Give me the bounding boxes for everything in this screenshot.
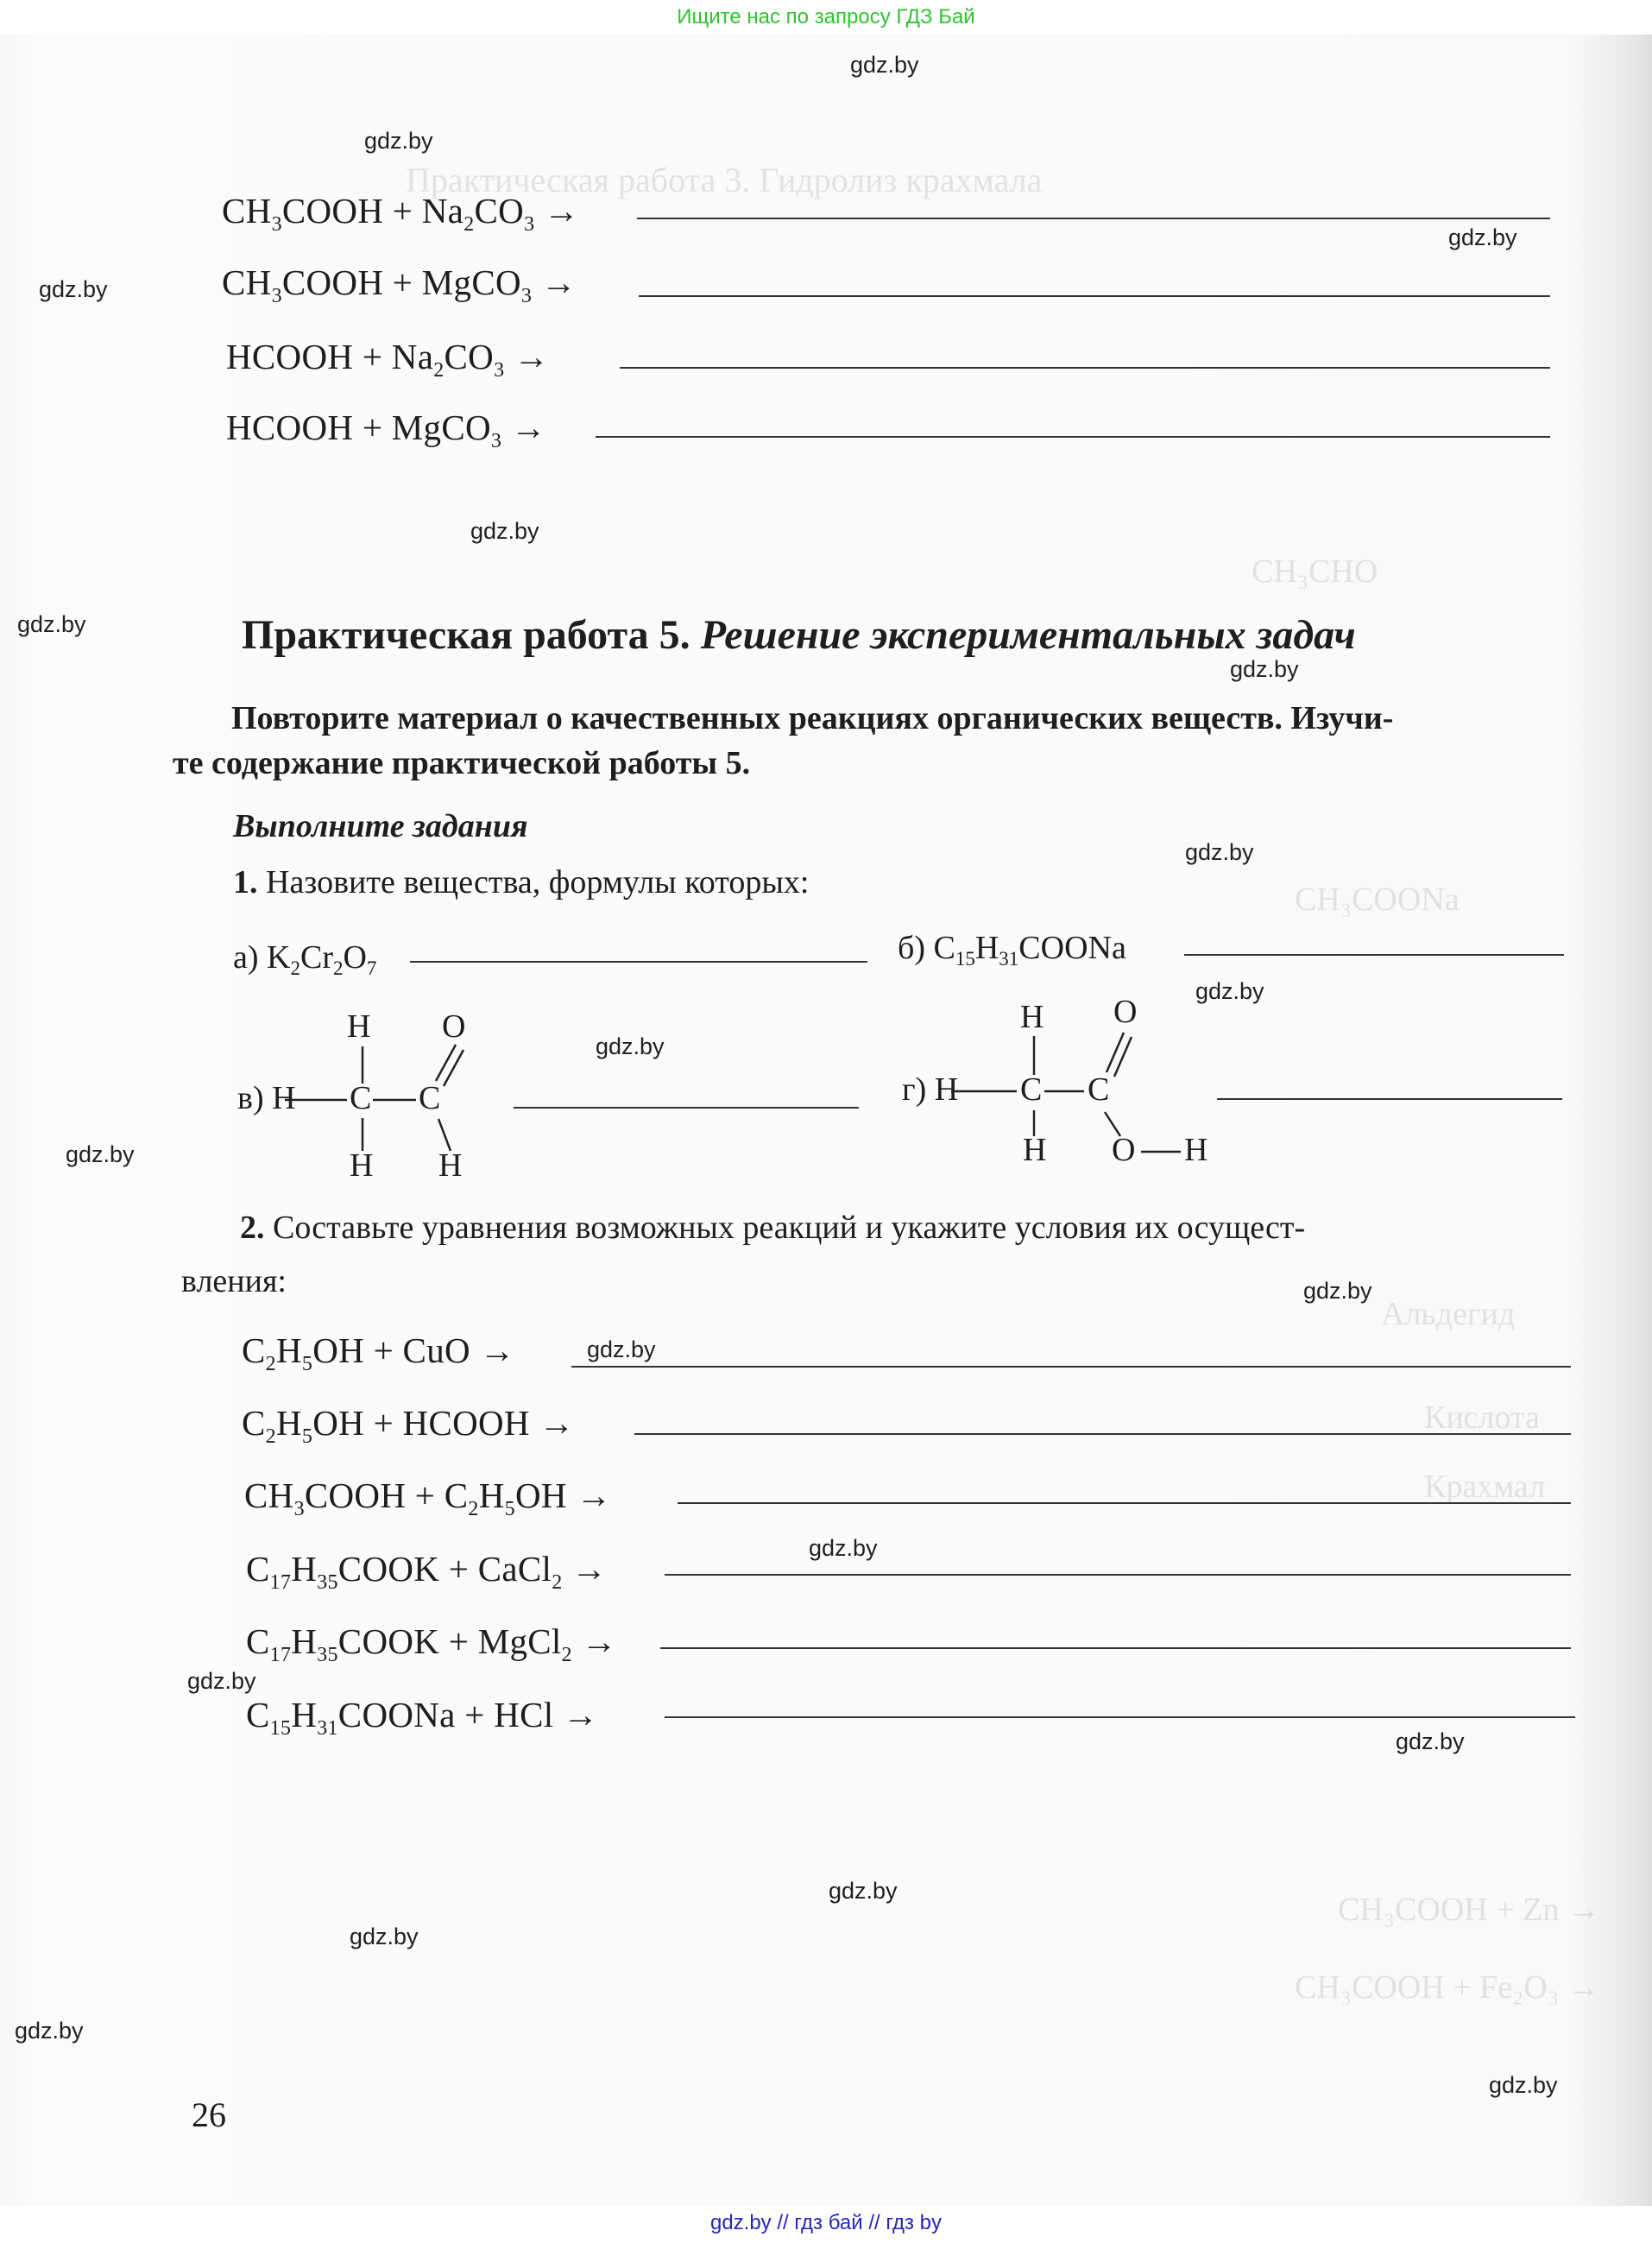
- top-equation-4: HCOOH + MgCO$_3$ →: [226, 408, 547, 452]
- formula-b: б) $C_{15}H_{31}COONa$: [898, 930, 1126, 970]
- watermark: gdz.by: [1195, 978, 1264, 1004]
- subscript: 3: [494, 359, 505, 382]
- top-banner[interactable]: [0, 0, 1652, 35]
- watermark: gdz.by: [1230, 656, 1299, 682]
- bottom-links[interactable]: [0, 2206, 1652, 2243]
- bottom-equation-4: $C_{17}H_{35}COOK$ + CaCl$_2$ →: [246, 1549, 608, 1594]
- subscript: 2: [463, 213, 475, 236]
- watermark: gdz.by: [1448, 224, 1517, 250]
- subscript: 35: [317, 1644, 338, 1666]
- watermark: gdz.by: [1303, 1278, 1372, 1304]
- subscript: 2: [265, 1425, 276, 1448]
- subscript: 5: [301, 1425, 313, 1448]
- watermark: gdz.by: [364, 128, 433, 154]
- tasks-heading: Выполните задания: [233, 808, 528, 844]
- page-number: 26: [192, 2095, 226, 2134]
- subscript: 3: [524, 213, 535, 236]
- answer-line[interactable]: [571, 1366, 1571, 1368]
- top-equation-1: $CH_3COOH + Na_2CO_3$ →: [222, 191, 580, 236]
- task-2-prompt-cont: вления:: [181, 1263, 287, 1299]
- answer-line[interactable]: [665, 1716, 1575, 1718]
- subscript: 3: [271, 213, 282, 236]
- watermark: gdz.by: [15, 2018, 84, 2044]
- watermark: gdz.by: [1185, 839, 1254, 865]
- subscript: 15: [955, 948, 975, 970]
- task-1-prompt: 1. Назовите вещества, формулы которых:: [233, 864, 810, 900]
- bottom-equation-3: $CH_3COOH + C_2H_5OH$ →: [244, 1475, 612, 1520]
- top-equation-3: HCOOH + $Na_2CO_3$ →: [226, 337, 550, 382]
- subscript: 35: [317, 1571, 338, 1594]
- subscript: 2: [332, 957, 344, 979]
- watermark: gdz.by: [187, 1668, 256, 1694]
- formula-a: а) $K_2Cr_2O_7$: [233, 939, 377, 979]
- task-2-prompt: 2. Составьте уравнения возможных реакций и укажите условия их осущест-: [240, 1210, 1306, 1246]
- workbook-page: Практическая работа 3. Гидролиз крахмала CH₃CHO CH₃COONa Альдегид Кислота Крахмал CH₃COOH + Zn → CH₃COOH + Fe₂O₃ → $CH_3COOH + Na_2CO_3$ → $CH_3COOH$ + MgCO$_3$ → HCOOH + $Na_2CO_3$ → HCOOH + MgCO$_3$ → Практическая работа 5. Решение экспериментальных задач Повторите материал о качественных реакциях органических веществ. Изучи- те содержание практической работы 5. Выполните задания 1. Назовите вещества, формулы которых: а) $K_2Cr_2O_7$ б) $C_{15}H_{31}COONa$ H O в) H C C H H H O г) H C C H O H 2. Составьте уравнения возможных реакций и укажите условия их осущест- вления: $C_2H_5OH$ + CuO → $C_2H_5OH$ + HCOOH → $CH_3COOH + C_2H_5OH$ → $C_{17}H_{35}COOK$ + CaCl$_2$ → $C_{17}H_{35}COOK$ + MgCl$_2$ → $C_{15}H_{31}COONa$ + HCl → 26 gdz.by gdz.by gdz.by gdz.by gdz.by gdz.by gdz.by gdz.by gdz.by gdz.by gdz.by gdz.by gdz.by gdz.by gdz.by gdz.by gdz.by gdz.by gdz.by gdz.by: [0, 0, 1652, 2243]
- watermark: gdz.by: [1489, 2072, 1558, 2098]
- subscript: 2: [265, 1353, 276, 1375]
- subscript: 17: [269, 1644, 292, 1666]
- subscript: 15: [269, 1717, 292, 1740]
- subscript: 2: [290, 957, 300, 979]
- answer-line[interactable]: [665, 1574, 1571, 1576]
- bottom-equation-1: $C_2H_5OH$ + CuO →: [242, 1330, 515, 1375]
- intro-line-2: те содержание практической работы 5.: [173, 745, 751, 781]
- subscript: 3: [271, 285, 282, 307]
- answer-line[interactable]: [678, 1502, 1571, 1504]
- answer-line[interactable]: [660, 1647, 1571, 1649]
- subscript: 5: [301, 1353, 313, 1375]
- watermark: gdz.by: [829, 1878, 898, 1904]
- subscript: 3: [293, 1498, 305, 1520]
- answer-line[interactable]: [634, 1433, 1571, 1435]
- top-equation-2: $CH_3COOH$ + MgCO$_3$ →: [222, 262, 577, 307]
- subscript: 17: [269, 1571, 292, 1594]
- subscript: 5: [504, 1498, 515, 1520]
- subscript: 2: [552, 1571, 563, 1594]
- subscript: 7: [366, 957, 377, 979]
- watermark: gdz.by: [1396, 1728, 1465, 1754]
- watermark: gdz.by: [809, 1535, 878, 1561]
- watermark: gdz.by: [39, 276, 108, 302]
- subscript: 2: [433, 359, 445, 382]
- watermark: gdz.by: [596, 1033, 665, 1059]
- watermark: gdz.by: [66, 1141, 135, 1167]
- subscript: 31: [317, 1717, 338, 1740]
- bottom-equation-5: $C_{17}H_{35}COOK$ + MgCl$_2$ →: [246, 1621, 617, 1666]
- watermark: gdz.by: [17, 611, 86, 637]
- subscript: 31: [999, 948, 1019, 970]
- watermark: gdz.by: [850, 52, 919, 78]
- watermark: gdz.by: [470, 518, 539, 544]
- top-banner-text[interactable]: Ищите нас по запросу ГДЗ Бай: [677, 5, 975, 28]
- subscript: 3: [520, 285, 533, 307]
- bottom-equation-6: $C_{15}H_{31}COONa$ + HCl →: [246, 1695, 599, 1740]
- subscript: 2: [561, 1644, 572, 1666]
- bottom-equation-2: $C_2H_5OH$ + HCOOH →: [242, 1403, 575, 1448]
- intro-line-1: Повторите материал о качественных реакциях органических веществ. Изучи-: [231, 700, 1394, 736]
- watermark: gdz.by: [587, 1336, 656, 1362]
- subscript: 3: [490, 430, 502, 452]
- subscript: 2: [468, 1498, 479, 1520]
- bottom-links-text[interactable]: gdz.by // гдз бай // гдз by: [709, 2211, 943, 2234]
- watermark: gdz.by: [350, 1924, 419, 1949]
- practical-work-title: Практическая работа 5. Решение экспериментальных задач: [242, 612, 1356, 658]
